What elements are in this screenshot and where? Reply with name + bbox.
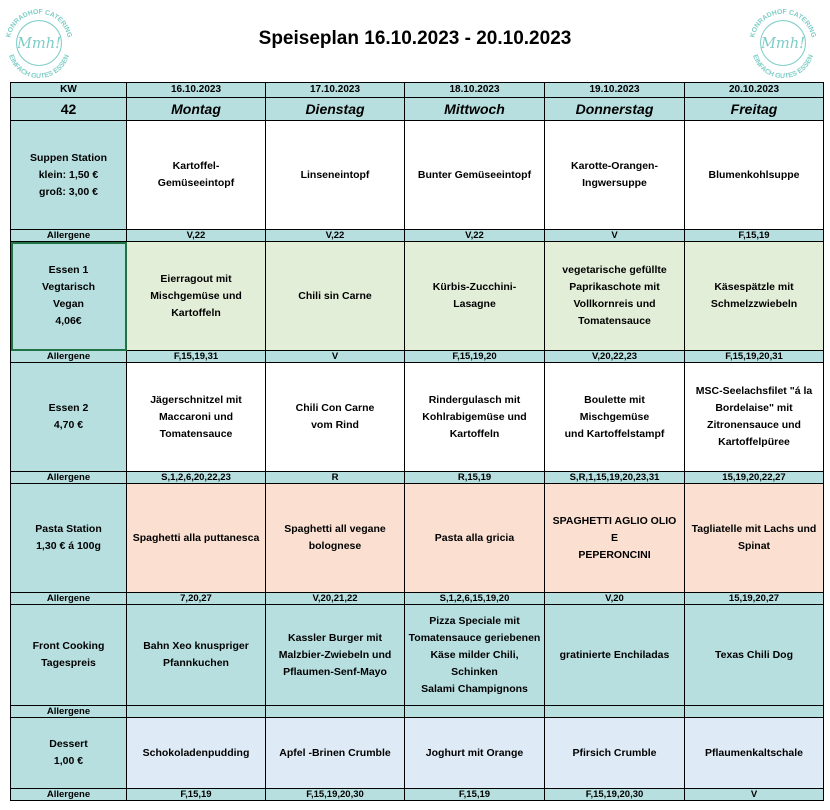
allergens-dessert-tuesday: F,15,19,20,30 (266, 789, 405, 801)
allergens-row-essen-1 (11, 351, 824, 363)
allergens-suppen-station-thursday: V (545, 230, 685, 242)
dish-line: Spaghetti all vegane (284, 523, 386, 535)
dish-suppen-station-tuesday (266, 121, 405, 230)
dish-line: Paprikaschote mit (569, 281, 660, 293)
allergens-pasta-station-wednesday: S,1,2,6,15,19,20 (405, 593, 545, 605)
dish-line: Tomatensauce (159, 427, 233, 440)
dish-line: Pflaumen-Senf-Mayo (283, 665, 387, 678)
dish-line: bolognese (308, 540, 362, 552)
dish-front-cooking-friday (685, 605, 824, 706)
section-row-front-cooking (11, 605, 824, 706)
dish-line: und Kartoffelstampf (564, 427, 665, 440)
allergens-row-front-cooking (11, 706, 824, 718)
dish-line: Karotte-Orangen- (571, 160, 658, 172)
allergens-row-suppen-station (11, 230, 824, 242)
allergens-label: Allergene (11, 593, 127, 605)
station-line: Suppen Station (30, 151, 107, 164)
allergens-essen-2-tuesday: R (266, 472, 405, 484)
dish-line: Chili sin Carne (298, 289, 372, 302)
allergens-suppen-station-tuesday: V,22 (266, 230, 405, 242)
dish-essen-2-wednesday (405, 363, 545, 472)
date-tuesday: 17.10.2023 (266, 83, 405, 98)
dish-line: vegetarische gefüllte (562, 264, 667, 276)
dish-line: Kartoffel- (172, 160, 220, 172)
dish-front-cooking-wednesday (405, 605, 545, 706)
station-line: 1,30 € á 100g (36, 540, 101, 552)
station-label-essen-2 (11, 363, 127, 472)
dish-line: Salami Champignons (421, 682, 528, 695)
station-line: klein: 1,50 € (38, 168, 99, 181)
allergens-pasta-station-monday: 7,20,27 (127, 593, 266, 605)
station-line: 4,06€ (55, 315, 82, 327)
dish-essen-1-friday (685, 242, 824, 351)
dish-pasta-station-friday (685, 484, 824, 593)
dish-pasta-station-monday (127, 484, 266, 593)
allergens-essen-1-tuesday: V (266, 351, 405, 363)
dish-line: Boulette mit Mischgemüse (579, 393, 650, 423)
dish-line: Pfirsich Crumble (572, 746, 657, 759)
allergens-front-cooking-friday (685, 706, 824, 718)
allergens-essen-1-friday: F,15,19,20,31 (685, 351, 824, 363)
allergens-front-cooking-thursday (545, 706, 685, 718)
dish-line: Lasagne (453, 298, 496, 310)
allergens-dessert-thursday: F,15,19,20,30 (545, 789, 685, 801)
dish-line: Jägerschnitzel mit (150, 393, 242, 406)
allergens-dessert-monday: F,15,19 (127, 789, 266, 801)
day-friday: Freitag (685, 98, 824, 121)
allergens-dessert-friday: V (685, 789, 824, 801)
dish-line: Pizza Speciale mit (429, 614, 520, 627)
dish-front-cooking-tuesday (266, 605, 405, 706)
dish-front-cooking-thursday (545, 605, 685, 706)
svg-text:KONRADHOF CATERING: KONRADHOF CATERING (749, 8, 817, 39)
dish-line: Maccaroni und (158, 410, 234, 423)
week-date-row (11, 83, 824, 98)
allergens-suppen-station-monday: V,22 (127, 230, 266, 242)
section-row-dessert (11, 718, 824, 789)
station-label-pasta-station (11, 484, 127, 593)
allergens-essen-2-monday: S,1,2,6,20,22,23 (127, 472, 266, 484)
day-tuesday: Dienstag (266, 98, 405, 121)
dish-line: PEPERONCINI (578, 548, 651, 561)
logo-left (0, 4, 78, 82)
allergens-dessert-wednesday: F,15,19 (405, 789, 545, 801)
dish-line: Pflaumenkaltschale (704, 746, 804, 759)
dish-essen-1-wednesday (405, 242, 545, 351)
allergens-label: Allergene (11, 706, 127, 718)
dish-line: MSC-Seelachsfilet "á la (695, 385, 813, 397)
section-row-essen-2 (11, 363, 824, 472)
allergens-front-cooking-monday (127, 706, 266, 718)
dish-dessert-wednesday (405, 718, 545, 789)
dish-line: Käse milder Chili, Schinken (430, 648, 519, 678)
dish-line: Bahn Xeo knuspriger (143, 640, 249, 652)
allergens-label: Allergene (11, 351, 127, 363)
dish-line: Vollkornreis und (573, 298, 656, 310)
dish-line: Kartoffeln (449, 427, 500, 440)
dish-line: Mischgemüse und (150, 289, 242, 302)
dish-line: Zitronensauce und (707, 419, 801, 431)
station-label-front-cooking (11, 605, 127, 706)
dish-pasta-station-wednesday (405, 484, 545, 593)
station-line: Dessert (49, 738, 88, 750)
dish-line: Kohlrabigemüse und (422, 410, 527, 423)
dish-essen-1-thursday (545, 242, 685, 351)
catering-logo-icon (0, 4, 78, 82)
kw-label: KW (11, 83, 127, 98)
dish-essen-1-tuesday (266, 242, 405, 351)
dish-essen-2-thursday (545, 363, 685, 472)
station-line: Front Cooking (32, 640, 105, 652)
dish-line: Tagliatelle mit Lachs und (691, 523, 817, 535)
allergens-suppen-station-wednesday: V,22 (405, 230, 545, 242)
day-thursday: Donnerstag (545, 98, 685, 121)
allergens-suppen-station-friday: F,15,19 (685, 230, 824, 242)
dish-line: Spinat (737, 540, 771, 552)
dish-line: Gemüseeintopf (157, 177, 235, 189)
allergens-label: Allergene (11, 789, 127, 801)
dish-line: Malzbier-Zwiebeln und (278, 648, 392, 661)
day-monday: Montag (127, 98, 266, 121)
allergens-essen-1-thursday: V,20,22,23 (545, 351, 685, 363)
station-line: groß: 3,00 € (39, 185, 98, 198)
station-line: Essen 1 (48, 264, 89, 276)
dish-dessert-tuesday (266, 718, 405, 789)
menu-table (10, 82, 824, 801)
dish-essen-2-friday (685, 363, 824, 472)
dish-pasta-station-tuesday (266, 484, 405, 593)
dish-suppen-station-monday (127, 121, 266, 230)
weekday-row (11, 98, 824, 121)
dish-line: Spaghetti alla puttanesca (132, 531, 260, 544)
section-row-suppen-station (11, 121, 824, 230)
date-friday: 20.10.2023 (685, 83, 824, 98)
dish-line: vom Rind (311, 419, 359, 431)
dish-line: Käsespätzle mit (714, 281, 794, 293)
dish-line: Kartoffeln (171, 306, 221, 319)
dish-suppen-station-friday (685, 121, 824, 230)
dish-dessert-friday (685, 718, 824, 789)
dish-line: Kassler Burger mit (288, 631, 382, 644)
dish-suppen-station-wednesday (405, 121, 545, 230)
dish-line: Linseneintopf (300, 168, 370, 181)
section-row-essen-1 (11, 242, 824, 351)
allergens-essen-2-wednesday: R,15,19 (405, 472, 545, 484)
dish-line: Bunter Gemüseeintopf (417, 168, 532, 181)
dish-essen-2-monday (127, 363, 266, 472)
dish-front-cooking-monday (127, 605, 266, 706)
dish-line: Eierragout mit (160, 272, 232, 285)
allergens-row-pasta-station (11, 593, 824, 605)
station-line: 1,00 € (53, 755, 84, 767)
station-label-dessert (11, 718, 127, 789)
allergens-essen-1-wednesday: F,15,19,20 (405, 351, 545, 363)
station-line: Tagespreis (41, 657, 96, 669)
allergens-front-cooking-tuesday (266, 706, 405, 718)
svg-text:KONRADHOF CATERING: KONRADHOF CATERING (5, 8, 73, 39)
dish-line: Apfel -Brinen Crumble (279, 746, 391, 759)
allergens-front-cooking-wednesday (405, 706, 545, 718)
station-label-essen-1[interactable] (11, 242, 127, 351)
allergens-label: Allergene (11, 230, 127, 242)
station-line: Pasta Station (35, 523, 102, 535)
dish-line: Pasta alla gricia (434, 531, 515, 544)
svg-text:Mmh!: Mmh! (16, 34, 62, 52)
day-wednesday: Mittwoch (405, 98, 545, 121)
dish-line: Texas Chili Dog (715, 648, 793, 661)
section-row-pasta-station (11, 484, 824, 593)
allergens-essen-2-friday: 15,19,20,22,27 (685, 472, 824, 484)
dish-line: SPAGHETTI AGLIO OLIO E (552, 514, 677, 544)
allergens-row-essen-2 (11, 472, 824, 484)
date-monday: 16.10.2023 (127, 83, 266, 98)
dish-line: Rindergulasch mit (428, 393, 521, 406)
svg-text:EINFACH GUTES ESSEN: EINFACH GUTES ESSEN (751, 53, 815, 81)
dish-line: Tomatensauce geriebenen (408, 631, 541, 644)
station-line: 4,70 € (53, 419, 84, 431)
dish-line: Schmelzzwiebeln (710, 298, 798, 310)
allergens-pasta-station-tuesday: V,20,21,22 (266, 593, 405, 605)
dish-dessert-monday (127, 718, 266, 789)
dish-line: gratinierte Enchiladas (559, 648, 670, 661)
logo-right (744, 4, 822, 82)
catering-logo-icon (744, 4, 822, 82)
date-thursday: 19.10.2023 (545, 83, 685, 98)
station-line: Vegtarisch (41, 281, 96, 293)
station-label-suppen-station (11, 121, 127, 230)
allergens-essen-2-thursday: S,R,1,15,19,20,23,31 (545, 472, 685, 484)
dish-line: Schokoladenpudding (142, 746, 250, 759)
kw-number: 42 (11, 98, 127, 121)
dish-essen-2-tuesday (266, 363, 405, 472)
dish-pasta-station-thursday (545, 484, 685, 593)
dish-line: Bordelaise" mit (715, 402, 793, 414)
dish-suppen-station-thursday (545, 121, 685, 230)
allergens-pasta-station-friday: 15,19,20,27 (685, 593, 824, 605)
dish-line: Ingwersuppe (582, 177, 647, 189)
allergens-label: Allergene (11, 472, 127, 484)
allergens-essen-1-monday: F,15,19,31 (127, 351, 266, 363)
dish-line: Kartoffelpüree (718, 436, 790, 448)
station-line: Essen 2 (48, 402, 89, 414)
dish-dessert-thursday (545, 718, 685, 789)
dish-essen-1-monday (127, 242, 266, 351)
date-wednesday: 18.10.2023 (405, 83, 545, 98)
dish-line: Pfannkuchen (163, 657, 229, 669)
dish-line: Joghurt mit Orange (425, 746, 524, 759)
dish-line: Blumenkohlsuppe (708, 168, 800, 181)
allergens-pasta-station-thursday: V,20 (545, 593, 685, 605)
dish-line: Tomatensauce (578, 315, 651, 327)
svg-text:Mmh!: Mmh! (760, 34, 806, 52)
dish-line: Kürbis-Zucchini- (432, 281, 517, 293)
svg-text:EINFACH GUTES ESSEN: EINFACH GUTES ESSEN (7, 53, 71, 81)
allergens-row-dessert (11, 789, 824, 801)
station-line: Vegan (53, 298, 84, 310)
dish-line: Chili Con Carne (295, 402, 375, 414)
page-title: Speiseplan 16.10.2023 - 20.10.2023 (258, 28, 572, 49)
